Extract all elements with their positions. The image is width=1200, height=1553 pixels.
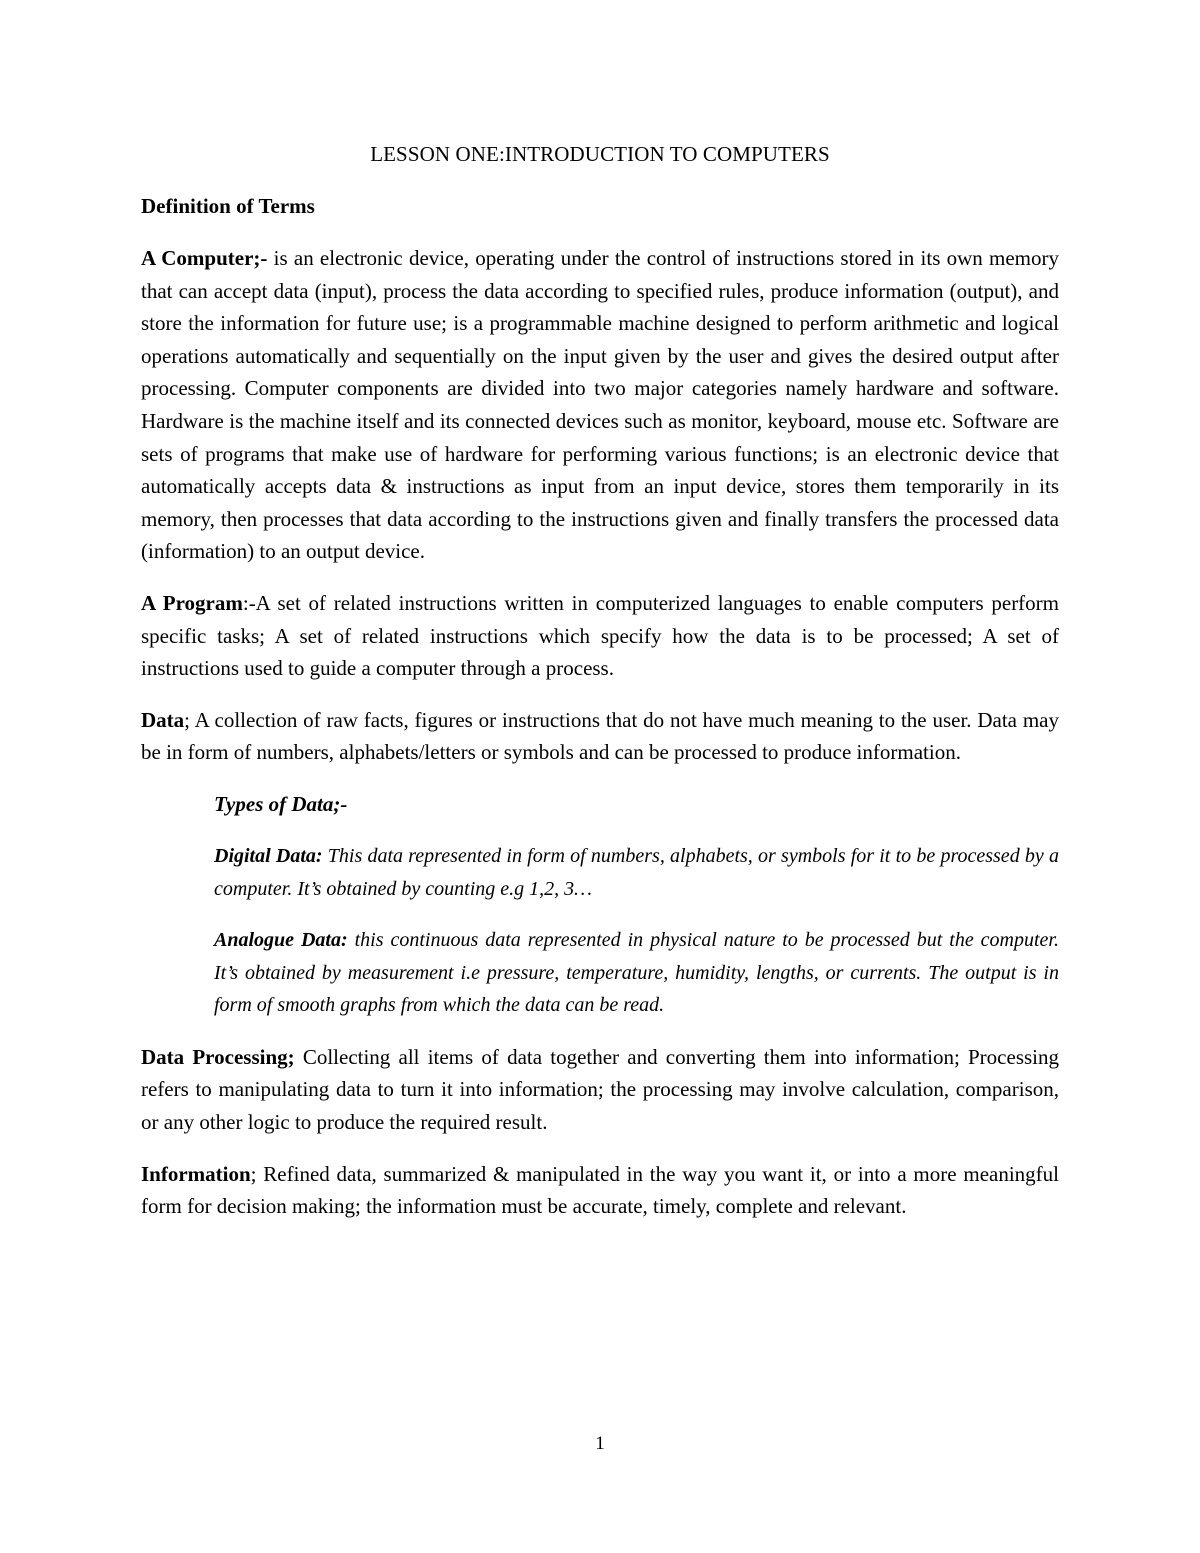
type-digital-data <box>214 840 1059 905</box>
definition-text: ; A collection of raw facts, figures or instructions that do not have much meaning to the user. Data may be in form of numbers, alphabets/letters or symbols and can be processed to produce information. <box>141 707 1059 765</box>
definition-term: Data <box>141 707 185 732</box>
definition-text: ; Refined data, summarized & manipulated in the way you want it, or into a more meaningful form for decision making; the information must be accurate, timely, complete and relevant. <box>141 1161 1059 1219</box>
definition-computer <box>141 242 1059 568</box>
definition-text: is an electronic device, operating under the control of instructions stored in its own memory that can accept data (input), process the data according to specified rules, produce information (output), and store the information for future use; is a programmable machine designed to perform arithmetic and logical operations automatically and sequentially on the input given by the user and gives the desired output after processing. Computer components are divided into two major categories namely hardware and software. Hardware is the machine itself and its connected devices such as monitor, keyboard, mouse etc. Software are sets of programs that make use of hardware for performing various functions; is an electronic device that automatically accepts data & instructions as input from an input device, stores them temporarily in its memory, then processes that data according to the instructions given and finally transfers the processed data (information) to an output device. <box>141 246 1059 564</box>
definition-data <box>141 704 1059 769</box>
definition-data-processing <box>141 1041 1059 1139</box>
definition-program <box>141 587 1059 685</box>
section-heading: Definition of Terms <box>141 194 315 218</box>
definition-term: A Computer;- <box>141 246 268 270</box>
definition-term: A Program <box>141 590 243 615</box>
definition-term: Information <box>141 1161 251 1186</box>
types-of-data-section <box>141 788 1059 1022</box>
page-number: 1 <box>595 1433 605 1454</box>
type-analogue-data <box>214 924 1059 1022</box>
types-of-data-heading: Types of Data;- <box>214 791 348 816</box>
document-title: LESSON ONE:INTRODUCTION TO COMPUTERS <box>370 142 830 166</box>
definition-text: Collecting all items of data together and converting them into information; Processing refers to manipulating data to turn it into information; the processing may involve calculation, comparison, or any other logic to produce the required result. <box>141 1044 1059 1135</box>
type-term: Analogue Data: <box>214 929 348 952</box>
definition-term: Data Processing; <box>141 1044 295 1069</box>
type-term: Digital Data: <box>214 844 323 867</box>
type-text: this continuous data represented in physical nature to be processed but the computer. It’s obtained by measurement i.e pressure, temperature, humidity, lengths, or currents. The output is in form of smooth graphs from which the data can be read. <box>214 929 1059 1017</box>
definition-information <box>141 1158 1059 1223</box>
type-text: This data represented in form of numbers, alphabets, or symbols for it to be processed by a computer. It’s obtained by counting e.g 1,2, 3… <box>214 844 1060 900</box>
definition-text: :-A set of related instructions written in computerized languages to enable computers perform specific tasks; A set of related instructions which specify how the data is to be processed; A set of instructions used to guide a computer through a process. <box>141 590 1060 681</box>
